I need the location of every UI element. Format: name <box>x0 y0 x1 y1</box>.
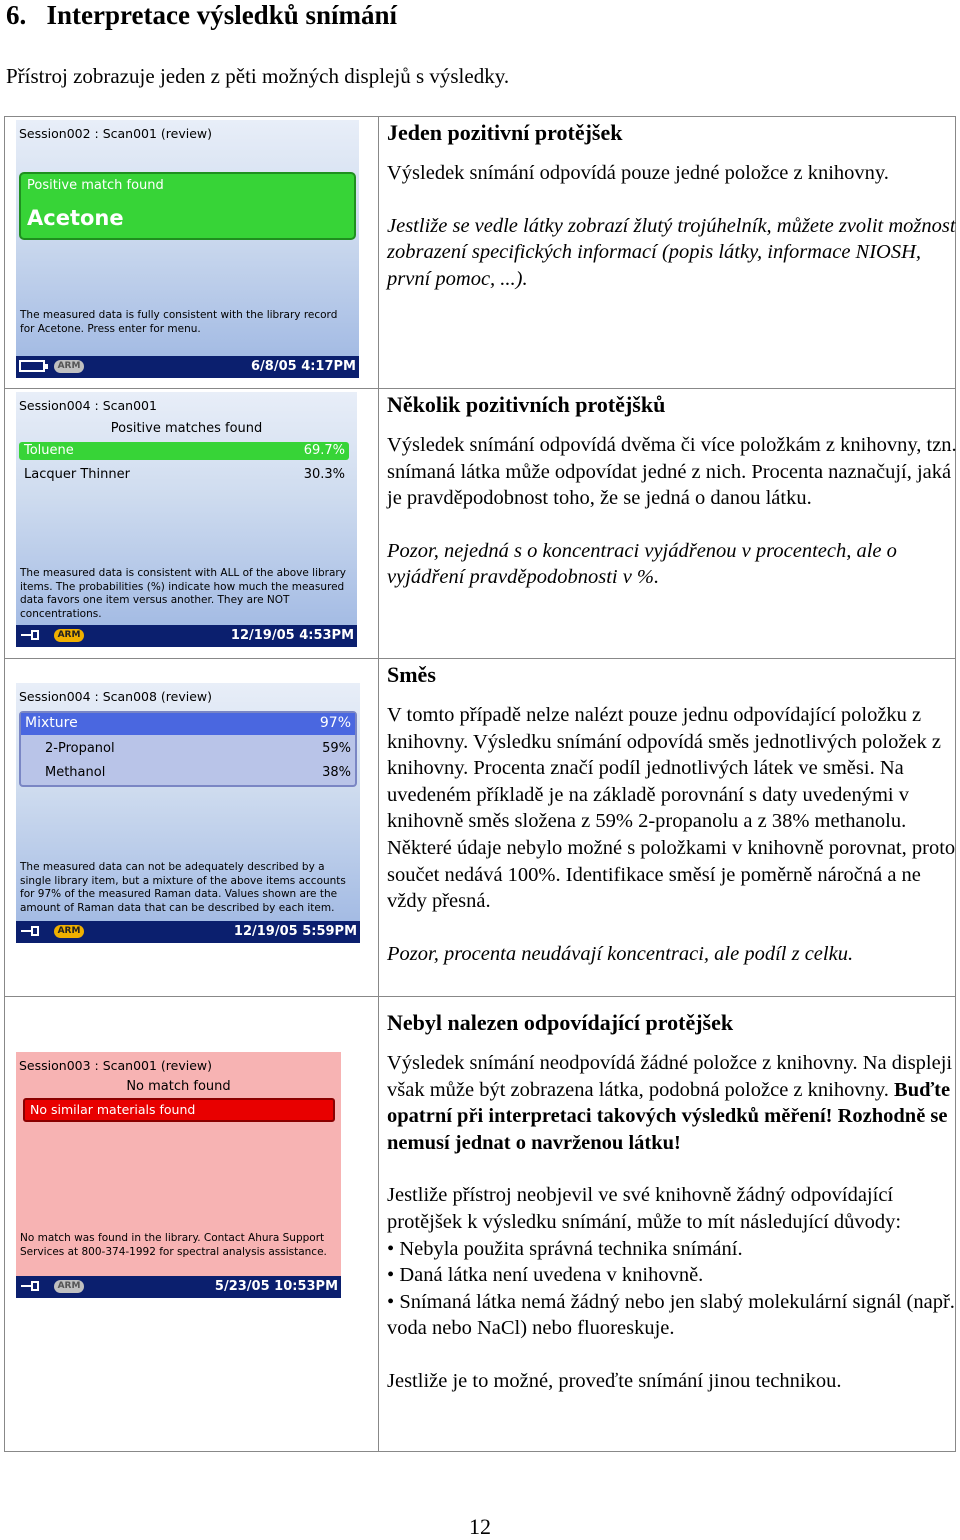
timestamp: 12/19/05 5:59PM <box>233 924 357 939</box>
column-divider <box>378 997 379 1451</box>
reason-item: • Nebyla použita správná technika snímání. <box>387 1236 957 1263</box>
reason-item: • Snímaná látka nemá žádný nebo jen slabý molekulární signál (např. voda nebo NaCl) nebo fluoreskuje. <box>387 1289 957 1342</box>
plug-icon <box>21 1281 43 1291</box>
arm-indicator: ARM <box>54 629 84 642</box>
device-screen-multiple-matches <box>16 392 357 647</box>
note-paragraph: Pozor, nejedná s o koncentraci vyjádřenou v procentech, ale o vyjádření pravděpodobnosti v %. <box>387 539 897 589</box>
paragraph <box>387 1050 957 1156</box>
timestamp: 5/23/05 10:53PM <box>214 1279 338 1294</box>
result-name: Toluene <box>24 443 74 458</box>
component-percent: 59% <box>322 741 351 756</box>
paragraph: Výsledek snímání odpovídá pouze jedné položce z knihovny. <box>387 162 889 184</box>
result-title: Jeden pozitivní protějšek <box>387 120 623 145</box>
arm-indicator: ARM <box>54 360 84 373</box>
component-percent: 38% <box>322 765 351 780</box>
result-row-toluene <box>19 442 349 460</box>
mixture-percent: 97% <box>319 715 351 731</box>
column-divider <box>378 389 379 658</box>
screen-message: The measured data is consistent with ALL of the above library items. The probabilities (%) indicate how much the measured data favors one item versus another. They are NOT concentrations. <box>20 567 346 620</box>
timestamp: 12/19/05 4:53PM <box>230 628 354 643</box>
component-name: 2-Propanol <box>45 741 115 756</box>
screen-header: Positive matches found <box>110 421 263 436</box>
result-row-single-match <box>4 116 956 389</box>
column-divider <box>378 659 379 996</box>
plug-icon <box>21 926 43 936</box>
result-title: Směs <box>387 662 436 687</box>
screen-message: No match was found in the library. Contact Ahura Support Services at 800-374-1992 for spectral analysis assistance. <box>20 1232 327 1258</box>
screen-header: No match found <box>126 1079 231 1094</box>
component-name: Methanol <box>45 765 106 780</box>
screen-title: Session004 : Scan001 <box>19 398 157 413</box>
screen-title: Session003 : Scan001 (review) <box>19 1058 213 1073</box>
screen-title: Session004 : Scan008 (review) <box>19 689 213 704</box>
result-percent: 69.7% <box>303 443 345 458</box>
intro-text: Přístroj zobrazuje jeden z pěti možných displejů s výsledky. <box>6 64 510 88</box>
note-paragraph: Pozor, procenta neudávají koncentraci, ale podíl z celku. <box>387 942 854 965</box>
paragraph-text: Výsledek snímání neodpovídá žádné položce z knihovny. Na displeji však může být zobrazena látka, podobná položce z knihovny. <box>387 1052 953 1101</box>
description-no-match <box>387 1010 957 1421</box>
result-row-lacquer-thinner <box>19 466 349 484</box>
page-number: 12 <box>469 1514 491 1539</box>
screen-message: The measured data can not be adequately described by a single library item, but a mixture of the above items accounts for 97% of the measured Raman data. Values shown are the amount of Raman data that can be described by each item. <box>20 861 346 914</box>
device-screen-no-match <box>16 1052 341 1298</box>
result-row-multiple-matches <box>4 388 956 659</box>
mixture-label: Mixture <box>25 715 78 731</box>
reason-item: • Daná látka není uvedena v knihovně. <box>387 1262 957 1289</box>
mixture-header <box>21 713 355 735</box>
description-mixture <box>387 662 957 993</box>
status-bar <box>16 1276 341 1298</box>
plug-icon <box>21 630 43 640</box>
result-title: Nebyl nalezen odpovídající protějšek <box>387 1010 734 1035</box>
status-bar <box>16 921 360 943</box>
screen-message: The measured data is fully consistent with the library record for Acetone. Press enter for menu. <box>20 309 338 335</box>
match-label: Positive match found <box>27 178 164 193</box>
paragraph: V tomto případě nelze nalézt pouze jednu odpovídající položku z knihovny. Výsledku snímání odpovídá směs jednotlivých položek z knihovny. Procenta značí podíl jednotlivých látek ve směsi. Na uvedeném příkladě je na základě porovnání s daty uvedenými v knihovně směs složena z 59% 2-propanolu a z 38% methanolu. Některé údaje nebylo možné s položkami v knihovně porovnat, proto součet nedává 100%. Identifikace směsí je poměrně náročná a ne vždy přesná. <box>387 704 956 913</box>
positive-match-box <box>19 172 356 240</box>
note-paragraph: Jestliže se vedle látky zobrazí žlutý trojúhelník, můžete zvolit možnost zobrazení specifických informací (popis látky, informace NIOSH, první pomoc, ...). <box>387 214 956 290</box>
warning-text: Buďte opatrní při interpretaci takových výsledků měření! Rozhodně se nemusí jednat o navrženou látku! <box>387 1078 951 1154</box>
match-substance: Acetone <box>27 206 124 230</box>
reasons-list <box>387 1236 957 1342</box>
arm-indicator: ARM <box>54 925 84 938</box>
device-screen-single-match <box>16 120 359 378</box>
description-single-match <box>387 120 957 318</box>
result-row-no-match <box>4 996 956 1452</box>
arm-indicator: ARM <box>54 1280 84 1293</box>
mixture-box <box>19 711 357 787</box>
status-bar <box>16 625 357 647</box>
no-match-text: No similar materials found <box>30 1102 196 1117</box>
battery-icon <box>19 360 45 372</box>
final-advice: Jestliže je to možné, proveďte snímání jinou technikou. <box>387 1369 842 1392</box>
timestamp: 6/8/05 4:17PM <box>250 359 356 374</box>
description-multiple-matches <box>387 392 957 617</box>
result-row-mixture <box>4 658 956 997</box>
section-heading: 6. Interpretace výsledků snímání <box>6 0 398 30</box>
column-divider <box>378 117 379 388</box>
reasons-intro: Jestliže přístroj neobjevil ve své knihovně žádný odpovídající protějšek k výsledku snímání, může to mít následující důvody: <box>387 1184 902 1233</box>
no-match-bar <box>23 1098 335 1122</box>
status-bar <box>16 356 359 378</box>
result-percent: 30.3% <box>303 467 345 482</box>
screen-title: Session002 : Scan001 (review) <box>19 126 213 141</box>
device-screen-mixture <box>16 683 360 943</box>
paragraph: Výsledek snímání odpovídá dvěma či více položkám z knihovny, tzn. snímaná látka může odpovídat jedné z nich. Procenta naznačují, jaká je pravděpodobnost toho, že se jedná o danou látku. <box>387 434 957 510</box>
result-title: Několik pozitivních protějšků <box>387 392 666 417</box>
result-name: Lacquer Thinner <box>24 467 130 482</box>
